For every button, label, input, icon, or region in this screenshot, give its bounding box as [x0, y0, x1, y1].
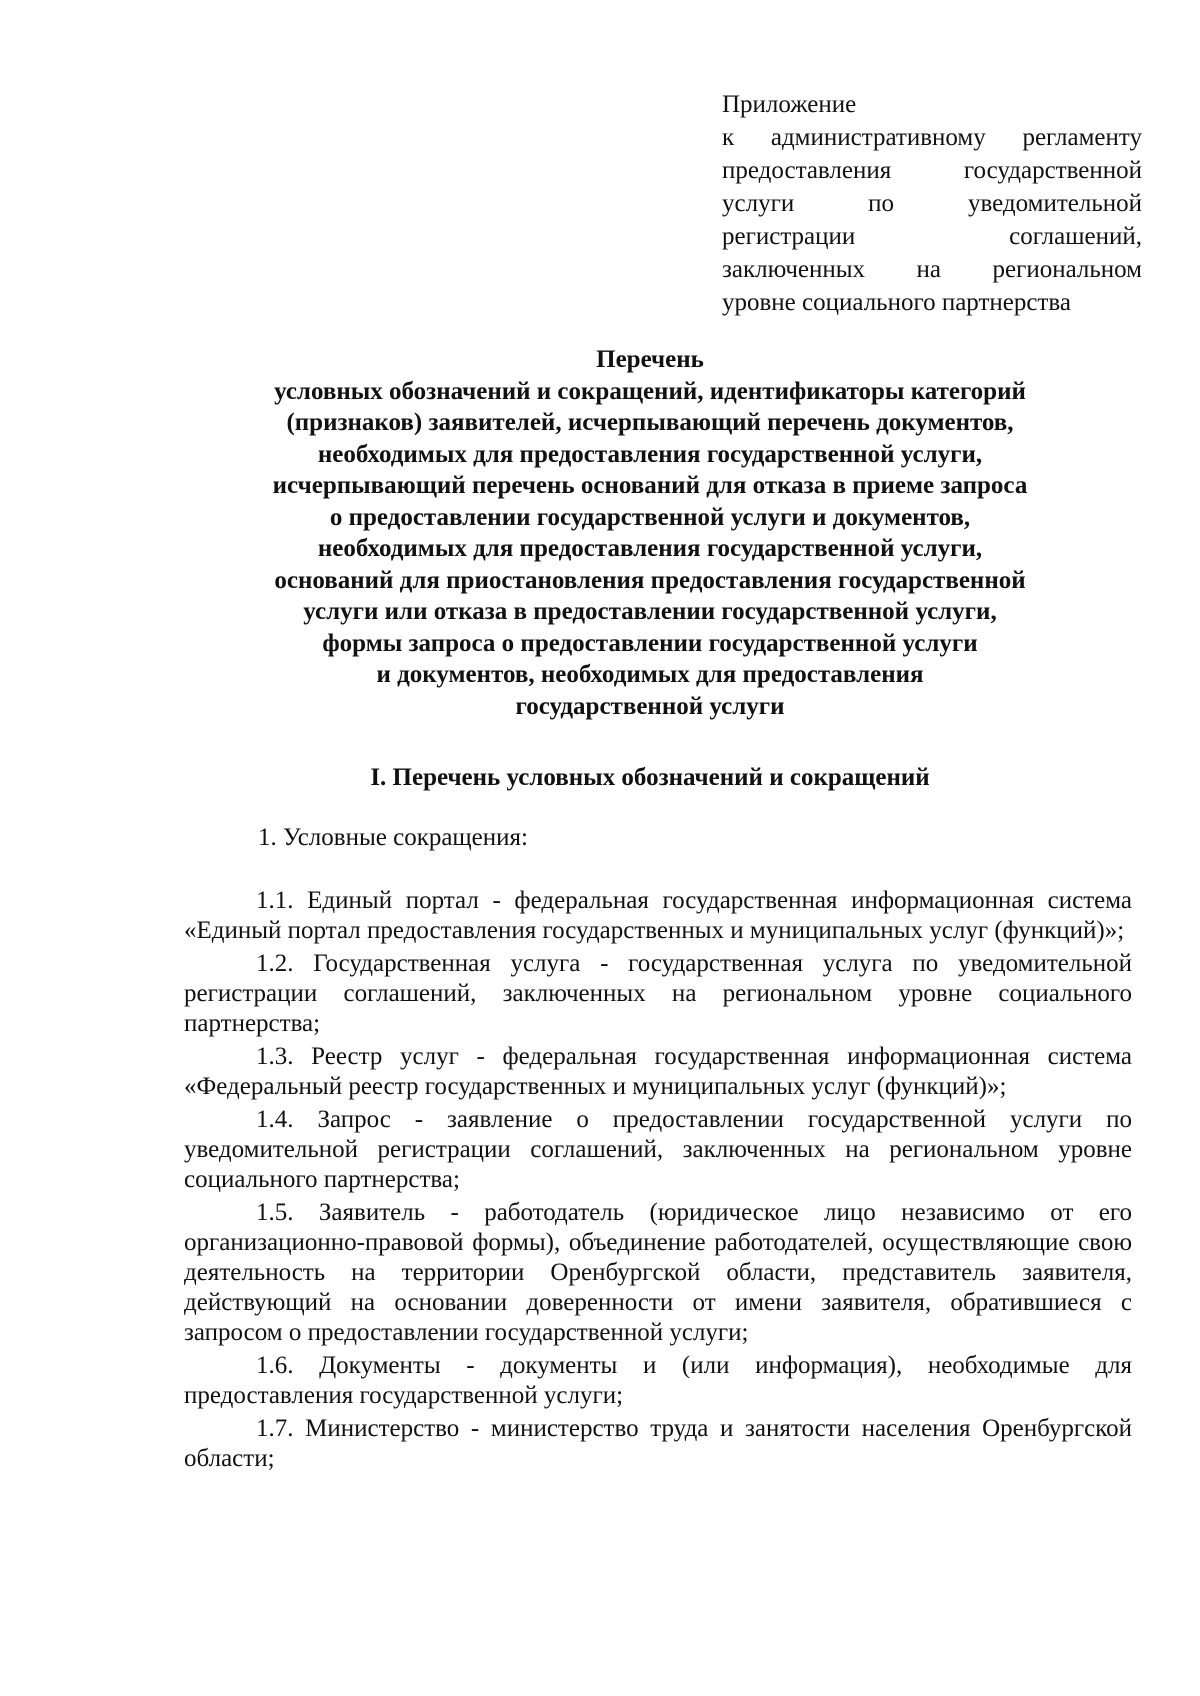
title-line: необходимых для предоставления государственной услуги,	[317, 440, 983, 468]
title-line: формы запроса о предоставлении государственной услуги	[322, 629, 978, 657]
title-line: исчерпывающий перечень оснований для отказа в приеме запроса	[272, 472, 1028, 499]
definition-item: 1.3. Реестр услуг - федеральная государственная информационная система «Федеральный реестр государственных и муниципальных услуг (функций)»;	[184, 1043, 1132, 1100]
appendix-line: заключенных на региональном	[722, 256, 1142, 283]
definitions-list	[184, 886, 1132, 1477]
appendix-line: к административному регламенту	[722, 124, 1142, 151]
definition-item: 1.4. Запрос - заявление о предоставлении государственной услуги по уведомительной регистрации соглашений, заключенных на региональном уровне социального партнерства;	[184, 1106, 1132, 1193]
title-line: условных обозначений и сокращений, идентификаторы категорий	[274, 377, 1026, 405]
appendix-line: предоставления государственной	[722, 157, 1142, 184]
appendix-line: регистрации соглашений,	[722, 223, 1142, 250]
definition-item: 1.2. Государственная услуга - государственная услуга по уведомительной регистрации соглашений, заключенных на региональном уровне социального партнерства;	[184, 950, 1132, 1037]
title-line: и документов, необходимых для предоставления	[376, 661, 924, 688]
definition-item: 1.6. Документы - документы и (или информация), необходимые для предоставления государственной услуги;	[184, 1352, 1132, 1409]
title-line: услуги или отказа в предоставлении государственной услуги,	[303, 598, 997, 625]
definition-item: 1.1. Единый портал - федеральная государственная информационная система «Единый портал предоставления государственных и муниципальных услуг (функций)»;	[184, 887, 1132, 944]
appendix-line: Приложение	[722, 91, 857, 118]
title-line: Перечень	[596, 346, 704, 373]
appendix-line: уровне социального партнерства	[722, 289, 1071, 316]
section-heading: I. Перечень условных обозначений и сокращений	[370, 764, 930, 791]
title-line: (признаков) заявителей, исчерпывающий перечень документов,	[286, 409, 1014, 436]
appendix-note	[722, 88, 1142, 319]
appendix-line: услуги по уведомительной	[722, 190, 1142, 217]
definition-item: 1.5. Заявитель - работодатель (юридическое лицо независимо от его организационно-правовой формы), объединение работодателей, осуществляющие свою деятельность на территории Оренбургской области, представитель заявителя, действующий на основании доверенности от имени заявителя, обратившиеся с запросом о предоставлении государственной услуги;	[184, 1199, 1132, 1346]
title-line: государственной услуги	[515, 692, 785, 720]
document-title	[150, 344, 1150, 722]
title-line: необходимых для предоставления государственной услуги,	[317, 535, 983, 562]
title-line: оснований для приостановления предоставления государственной	[274, 566, 1026, 594]
definition-item: 1.7. Министерство - министерство труда и занятости населения Оренбургской области;	[184, 1415, 1132, 1472]
section-intro: 1. Условные сокращения:	[258, 824, 528, 851]
title-line: о предоставлении государственной услуги и документов,	[329, 503, 971, 531]
